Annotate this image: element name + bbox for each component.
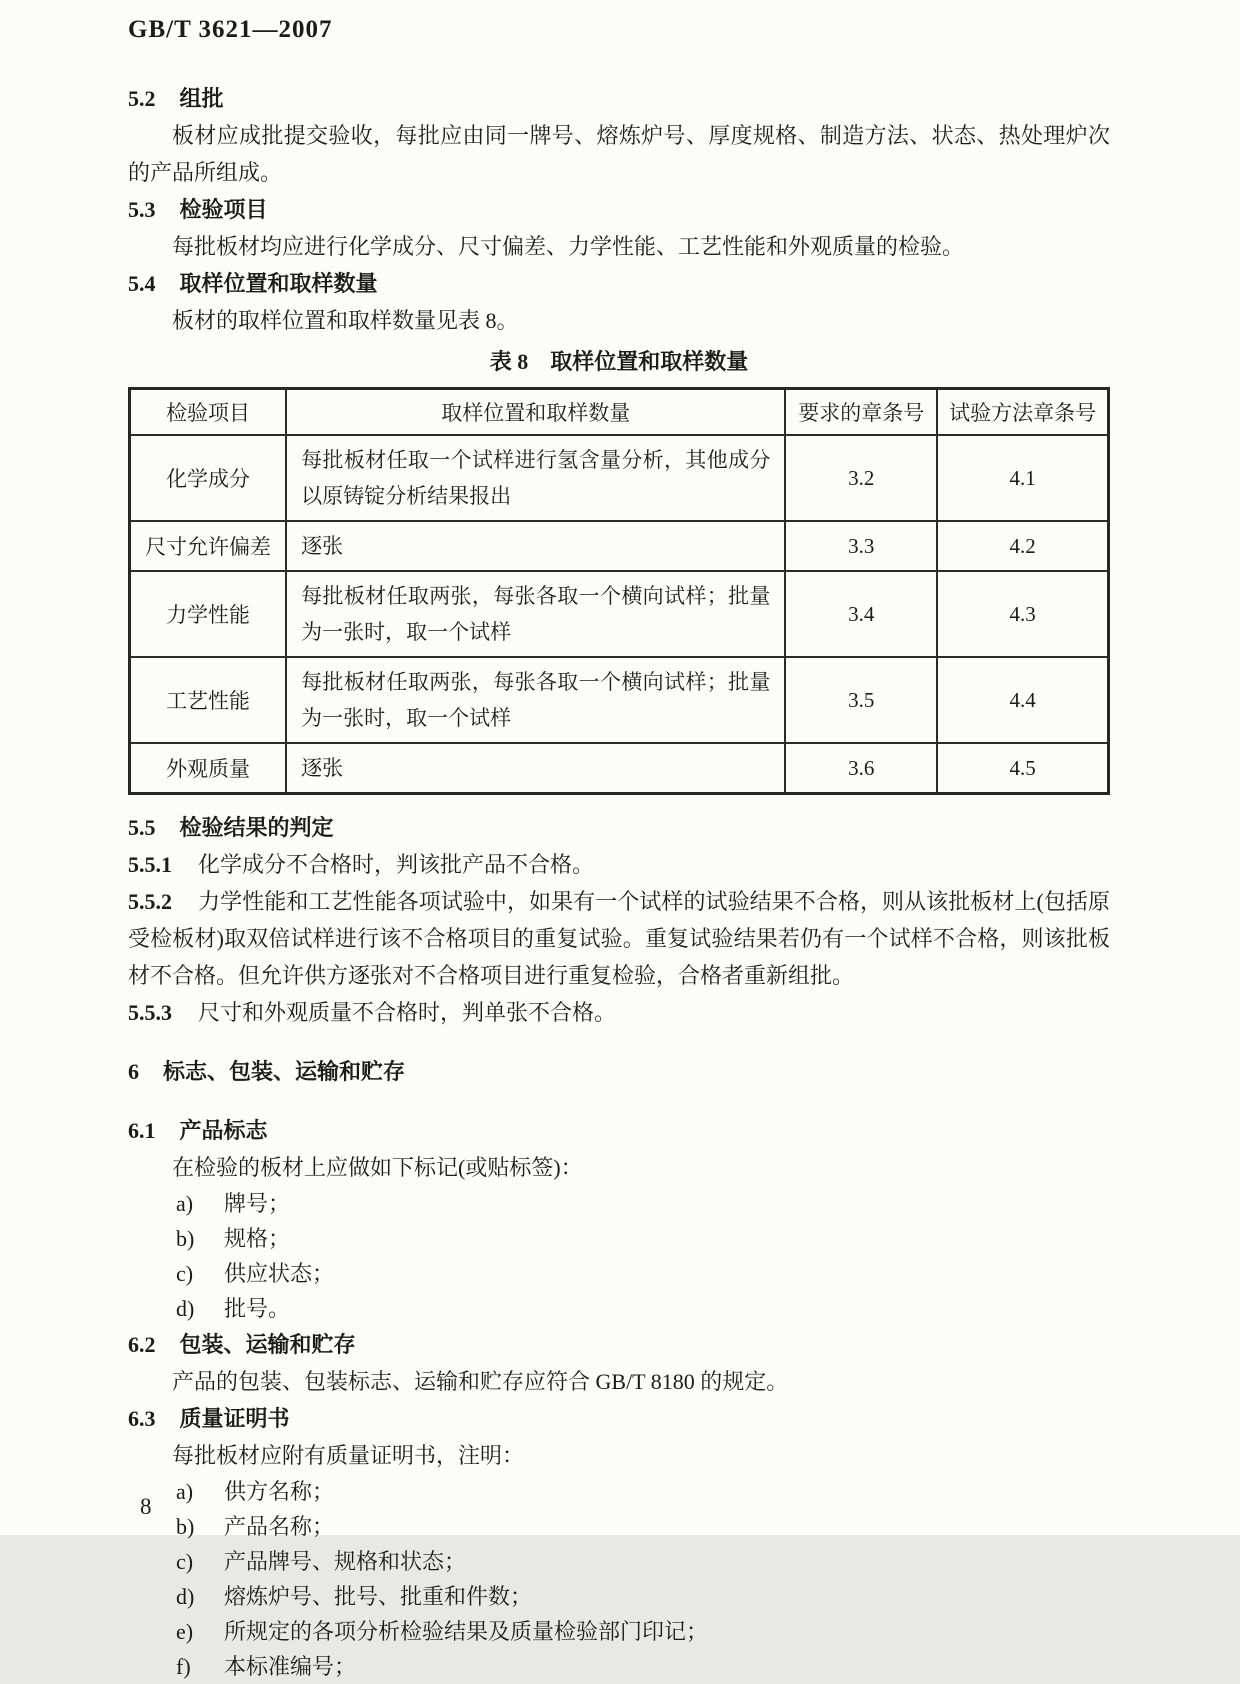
heading-6-1 — [128, 1112, 1110, 1149]
cell-req: 3.3 — [785, 521, 937, 571]
table-8 — [128, 387, 1110, 795]
cell-test: 4.5 — [937, 743, 1108, 794]
paragraph-6-1: 在检验的板材上应做如下标记(或贴标签)： — [172, 1155, 583, 1180]
clause-title: 检验结果的判定 — [179, 815, 334, 840]
col-header-test-method: 试验方法章条号 — [937, 389, 1108, 436]
clause-number: 5.5.2 — [128, 889, 172, 914]
paragraph-5-5-1 — [128, 846, 1110, 883]
cell-method: 每批板材任取两张，每张各取一个横向试样；批量为一张时，取一个试样 — [286, 571, 785, 657]
cell-method: 每批板材任取一个试样进行氢含量分析，其他成分以原铸锭分析结果报出 — [286, 435, 785, 521]
cell-item: 尺寸允许偏差 — [130, 521, 287, 571]
cell-test: 4.2 — [937, 521, 1108, 571]
col-header-method: 取样位置和取样数量 — [286, 389, 785, 436]
cell-item: 化学成分 — [130, 435, 287, 521]
cell-test: 4.4 — [937, 657, 1108, 743]
list-item-6-3-e — [176, 1614, 1110, 1649]
clause-title: 取样位置和取样数量 — [179, 271, 378, 296]
clause-number: 5.5.3 — [128, 1000, 172, 1025]
paragraph-5-4: 板材的取样位置和取样数量见表 8。 — [172, 308, 519, 333]
clause-title: 质量证明书 — [179, 1406, 290, 1431]
list-text: 供应状态； — [224, 1261, 335, 1286]
list-text: 所规定的各项分析检验结果及质量检验部门印记； — [224, 1619, 709, 1644]
list-item-6-3-a — [176, 1474, 1110, 1509]
clause-title: 包装、运输和贮存 — [179, 1332, 356, 1357]
paragraph-5-2: 板材应成批提交验收，每批应由同一牌号、熔炼炉号、厚度规格、制造方法、状态、热处理炉次的产品所组成。 — [128, 123, 1110, 185]
clause-text: 尺寸和外观质量不合格时，判单张不合格。 — [198, 1000, 617, 1025]
table-row — [130, 521, 1109, 571]
cell-req: 3.4 — [785, 571, 937, 657]
clause-title: 产品标志 — [179, 1118, 268, 1143]
list-item-6-3-c — [176, 1544, 1110, 1579]
list-text: 供方名称； — [224, 1479, 335, 1504]
clause-title: 标志、包装、运输和贮存 — [163, 1059, 406, 1084]
cell-req: 3.5 — [785, 657, 937, 743]
list-item-6-1-a — [176, 1186, 1110, 1221]
paragraph-6-2: 产品的包装、包装标志、运输和贮存应符合 GB/T 8180 的规定。 — [172, 1369, 789, 1394]
paragraph-5-5-2 — [128, 883, 1110, 994]
table-row — [130, 571, 1109, 657]
heading-5-3 — [128, 191, 1110, 228]
list-text: 牌号； — [224, 1191, 291, 1216]
list-text: 规格； — [224, 1226, 291, 1251]
clause-number: 5.5 — [128, 815, 156, 840]
table-row — [130, 657, 1109, 743]
list-item-6-1-b — [176, 1221, 1110, 1256]
cell-method: 逐张 — [286, 521, 785, 571]
heading-6-2 — [128, 1326, 1110, 1363]
clause-number: 6.1 — [128, 1118, 156, 1143]
page-number: 8 — [140, 1494, 152, 1519]
paragraph-5-3: 每批板材均应进行化学成分、尺寸偏差、力学性能、工艺性能和外观质量的检验。 — [172, 234, 965, 259]
clause-title: 组批 — [179, 86, 224, 111]
col-header-requirement: 要求的章条号 — [785, 389, 937, 436]
list-text: 本标准编号； — [224, 1654, 357, 1679]
cell-test: 4.3 — [937, 571, 1108, 657]
list-text: 熔炼炉号、批号、批重和件数； — [224, 1584, 533, 1609]
paragraph-5-5-3 — [128, 994, 1110, 1031]
clause-text: 力学性能和工艺性能各项试验中，如果有一个试样的试验结果不合格，则从该批板材上(包括原受检板材)取双倍试样进行该不合格项目的重复试验。重复试验结果若仍有一个试样不合格，则该批板材不合格。但允许供方逐张对不合格项目进行重复检验，合格者重新组批。 — [128, 889, 1110, 988]
heading-5-4 — [128, 265, 1110, 302]
table-row — [130, 743, 1109, 794]
list-item-6-3-d — [176, 1579, 1110, 1614]
standard-code-header: GB/T 3621—2007 — [128, 16, 333, 43]
clause-number: 5.3 — [128, 197, 156, 222]
clause-number: 6.3 — [128, 1406, 156, 1431]
list-item-6-3-f — [176, 1649, 1110, 1684]
list-text: 批号。 — [224, 1296, 291, 1321]
list-item-6-1-d — [176, 1291, 1110, 1326]
cell-item: 力学性能 — [130, 571, 287, 657]
clause-title: 检验项目 — [179, 197, 268, 222]
list-letter: d) — [176, 1584, 195, 1609]
clause-number: 6 — [128, 1059, 139, 1084]
cell-method: 逐张 — [286, 743, 785, 794]
clause-number: 5.4 — [128, 271, 156, 296]
col-header-item: 检验项目 — [130, 389, 287, 436]
page-content — [128, 16, 1110, 1684]
list-letter: b) — [176, 1226, 195, 1251]
list-letter: a) — [176, 1479, 194, 1504]
clause-text: 化学成分不合格时，判该批产品不合格。 — [198, 852, 595, 877]
heading-6 — [128, 1053, 1110, 1090]
cell-method: 每批板材任取两张，每张各取一个横向试样；批量为一张时，取一个试样 — [286, 657, 785, 743]
cell-item: 外观质量 — [130, 743, 287, 794]
list-letter: d) — [176, 1296, 195, 1321]
list-letter: f) — [176, 1654, 191, 1679]
list-text: 产品名称； — [224, 1514, 335, 1539]
list-letter: b) — [176, 1514, 195, 1539]
heading-5-2 — [128, 80, 1110, 117]
list-text: 产品牌号、规格和状态； — [224, 1549, 467, 1574]
table-row — [130, 435, 1109, 521]
list-letter: c) — [176, 1549, 194, 1574]
heading-6-3 — [128, 1400, 1110, 1437]
cell-item: 工艺性能 — [130, 657, 287, 743]
cell-req: 3.2 — [785, 435, 937, 521]
paragraph-6-3: 每批板材应附有质量证明书，注明： — [172, 1443, 525, 1468]
cell-req: 3.6 — [785, 743, 937, 794]
clause-number: 5.2 — [128, 86, 156, 111]
list-letter: a) — [176, 1191, 194, 1216]
table-8-caption: 表 8 取样位置和取样数量 — [489, 349, 749, 374]
list-item-6-1-c — [176, 1256, 1110, 1291]
list-letter: e) — [176, 1619, 194, 1644]
table-header-row — [130, 389, 1109, 436]
heading-5-5 — [128, 809, 1110, 846]
clause-number: 6.2 — [128, 1332, 156, 1357]
list-letter: c) — [176, 1261, 194, 1286]
cell-test: 4.1 — [937, 435, 1108, 521]
clause-number: 5.5.1 — [128, 852, 172, 877]
list-item-6-3-b — [176, 1509, 1110, 1544]
